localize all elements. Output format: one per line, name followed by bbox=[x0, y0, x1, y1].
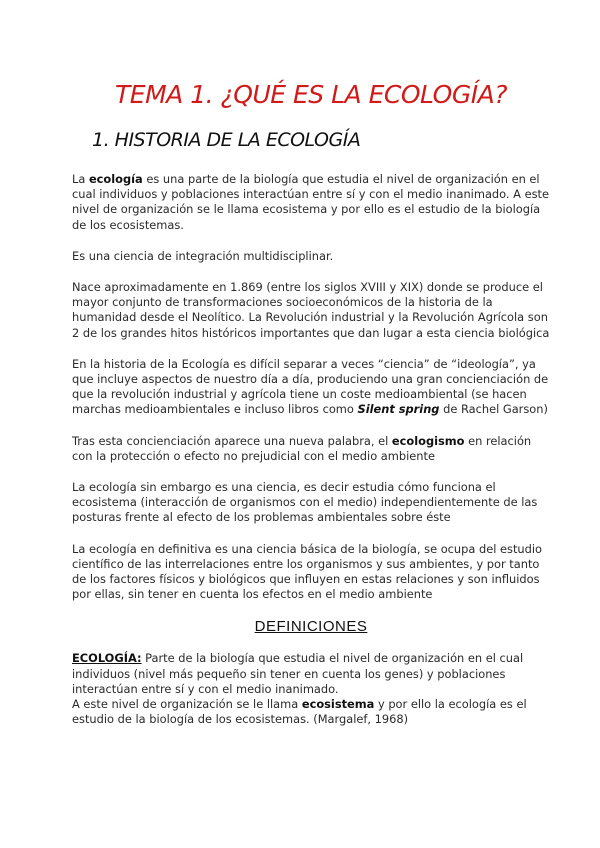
text-segment: Parte de la biología que estudia el nivel de organización en el cual individuos (nivel más pequeño sin tener en cuenta los genes) y poblaciones interactúan entre sí y con el medio inanimado. bbox=[72, 651, 524, 696]
section-heading-history: 1. HISTORIA DE LA ECOLOGÍA bbox=[92, 129, 361, 151]
text-segment: A este nivel de organización se le llama bbox=[72, 697, 302, 712]
definition-term: ECOLOGÍA: bbox=[72, 651, 142, 666]
paragraph-summary: La ecología en definitiva es una ciencia básica de la biología, se ocupa del estudio científico de las interrelaciones entre los organismos y sus ambientes, y por tanto de los factores físicos y biológicos que influyen en estas relaciones y son influidos por ellas, sin tener en cuenta los efectos en el medio ambiente bbox=[72, 541, 542, 602]
text-segment: de Rachel Garson) bbox=[439, 402, 548, 417]
bold-term-ecologismo: ecologismo bbox=[391, 433, 465, 448]
definitions-heading: DEFINICIONES bbox=[254, 618, 368, 636]
bold-term-ecosistema: ecosistema bbox=[301, 697, 375, 712]
page-title: TEMA 1. ¿QUÉ ES LA ECOLOGÍA? bbox=[115, 80, 507, 109]
bold-term-ecologia: ecología bbox=[88, 172, 143, 186]
paragraph-multidisciplinar: Es una ciencia de integración multidisciplinar. bbox=[72, 248, 334, 263]
text-segment: en relación con la protección o efecto no prejudicial con el medio ambiente bbox=[72, 433, 532, 463]
text-segment: En la historia de la Ecología es difícil separar a veces “ciencia” de “ideología”, ya que incluye aspectos de nuestro día a día, produciendo una gran concienciación de que la revolución industrial y agrícola tiene un coste medioambiental (se hacen marchas medioambientales e incluso libros como bbox=[72, 356, 549, 417]
text-segment: Tras esta concienciación aparece una nueva palabra, el bbox=[72, 433, 392, 448]
text-segment: La bbox=[72, 172, 89, 186]
paragraph-ideology bbox=[72, 357, 550, 418]
paragraph-definition bbox=[72, 172, 550, 233]
definition-ecologia bbox=[72, 651, 550, 727]
paragraph-science: La ecología sin embargo es una ciencia, es decir estudia cómo funciona el ecosistema (interacción de organismos con el medio) independientemente de las posturas frente al efecto de los problemas ambientales sobre éste bbox=[72, 480, 538, 525]
text-segment: y por ello la ecología es el estudio de la biología de los ecosistemas. (Margalef, 1968) bbox=[72, 697, 527, 727]
book-title-silent-spring: Silent spring bbox=[357, 402, 440, 417]
text-segment: es una parte de la biología que estudia el nivel de organización en el cual individuos y poblaciones interactúan entre sí y con el medio inanimado. A este nivel de organización se le llama ecosistema y por ello es el estudio de la biología de los ecosistemas. bbox=[72, 172, 549, 232]
paragraph-origin: Nace aproximadamente en 1.869 (entre los siglos XVIII y XIX) donde se produce el mayor conjunto de transformaciones socioeconómicos de la historia de la humanidad desde el Neolítico. La Revolución industrial y la Revolución Agrícola son 2 de los grandes hitos históricos importantes que dan lugar a esta ciencia biológica bbox=[72, 280, 550, 340]
paragraph-ecologismo bbox=[72, 434, 550, 464]
